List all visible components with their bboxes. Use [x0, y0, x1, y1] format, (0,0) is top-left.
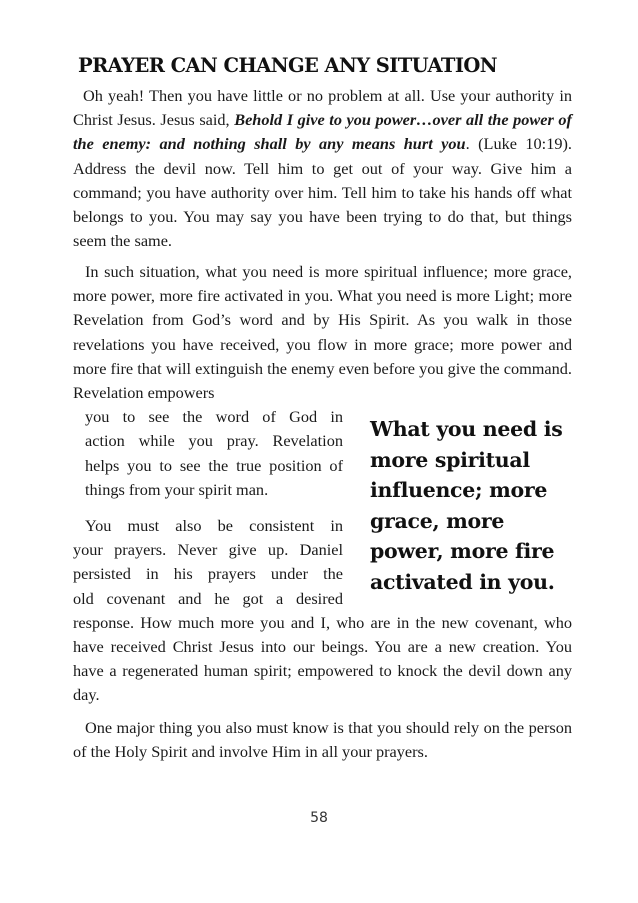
paragraph-line: action while you pray. Revelation [85, 431, 343, 451]
pull-quote-line: grace, more [370, 508, 505, 533]
paragraph-line: your prayers. Never give up. Daniel [73, 540, 343, 560]
section-heading: PRAYER CAN CHANGE ANY SITUATION [78, 54, 497, 77]
pull-quote-line: What you need is [370, 417, 563, 441]
paragraph-line: persisted in his prayers under the [73, 564, 343, 584]
paragraph-line: old covenant and he got a desired [73, 588, 343, 608]
pull-quote [370, 414, 575, 598]
pull-quote-line: more spiritual [370, 447, 530, 472]
pull-quote-line: influence; more [370, 478, 548, 503]
pull-quote-line: power, more fire [370, 539, 555, 564]
paragraph-line: You must also be consistent in [85, 516, 343, 535]
scripture-quote: Behold I give to you power…over all the power of the enemy: and nothing shall by any means hurt you [73, 110, 572, 154]
pull-quote-line: activated in you. [370, 569, 555, 594]
paragraph-text: Oh yeah! Then you have little or no problem at all. Use your authority in Christ Jesus. Jesus said, [73, 86, 572, 130]
paragraph-text: In such situation, what you need is more spiritual influence; more grace, more power, more fire activated in you. What you need is more Light; more Revelation from God’s word and by His Spirit. As you walk in those revelations you have received, you flow in more grace; more power and more fire that will extinguish the enemy even before you give the command. Revelation empowers [73, 262, 572, 403]
paragraph-line: you to see the word of God in [85, 407, 343, 427]
paragraph-authority [73, 84, 572, 253]
paragraph-text: response. How much more you and I, who are in the new covenant, who have received Christ Jesus into our beings. You are a new creation. You have a regenerated human spirit; empowered to knock the devil down any day. [73, 612, 572, 705]
paragraph-text: . (Luke 10:19). Address the devil now. Tell him to get out of your way. Give him a command; you have authority over him. Tell him to take his hands off what belongs to you. You may say you have been trying to do that, but things seem the same. [73, 134, 572, 251]
paragraph-line: things from your spirit man. [85, 479, 269, 499]
paragraph-holy-spirit: One major thing you also must know is that you should rely on the person of the Holy Spirit and involve Him in all your prayers. [73, 718, 572, 762]
paragraph-line: helps you to see the true position of [85, 455, 343, 475]
page-number: 58 [310, 810, 328, 826]
